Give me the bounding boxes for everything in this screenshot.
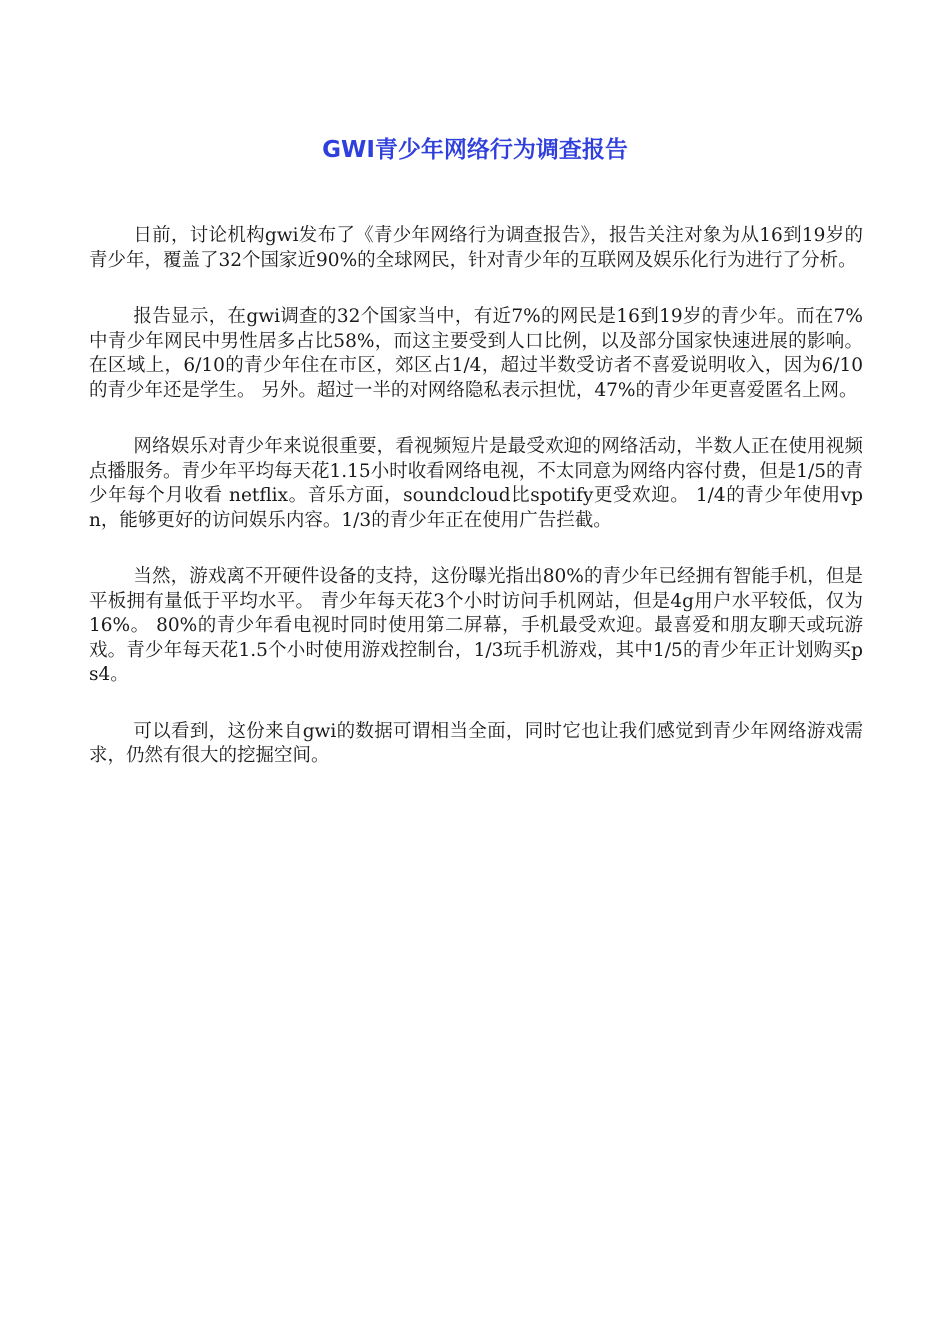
paragraph-conclusion: 可以看到，这份来自gwi的数据可谓相当全面，同时它也让我们感觉到青少年网络游戏需求，仍然有很大的挖掘空间。 — [89, 720, 863, 766]
paragraph-entertainment: 网络娱乐对青少年来说很重要，看视频短片是最受欢迎的网络活动，半数人正在使用视频点播服务。青少年平均每天花1.15小时收看网络电视，不太同意为网络内容付费，但是1/5的青少年每个月收看 netflix。音乐方面，soundcloud比spotify更受欢迎。 1/4的青少年使用vpn，能够更好的访问娱乐内容。1/3的青少年正在使用广告拦截。 — [89, 436, 863, 531]
paragraph-devices: 当然，游戏离不开硬件设备的支持，这份曝光指出80%的青少年已经拥有智能手机，但是平板拥有量低于平均水平。 青少年每天花3个小时访问手机网站，但是4g用户水平较低，仅为16%。 80%的青少年看电视时同时使用第二屏幕，手机最受欢迎。最喜爱和朋友聊天或玩游戏。青少年每天花1.5个小时使用游戏控制台，1/3玩手机游戏，其中1/5的青少年正计划购买ps4。 — [89, 566, 863, 685]
document-title: GWI青少年网络行为调查报告 — [322, 137, 628, 163]
document-body — [89, 224, 863, 801]
paragraph-intro: 日前，讨论机构gwi发布了《青少年网络行为调查报告》，报告关注对象为从16到19岁的青少年，覆盖了32个国家近90%的全球网民，针对青少年的互联网及娱乐化行为进行了分析。 — [89, 225, 863, 271]
paragraph-demographics: 报告显示，在gwi调查的32个国家当中，有近7%的网民是16到19岁的青少年。而在7%中青少年网民中男性居多占比58%，而这主要受到人口比例，以及部分国家快速进展的影响。在区域上，6/10的青少年住在市区，郊区占1/4，超过半数受访者不喜爱说明收入，因为6/10的青少年还是学生。 另外。超过一半的对网络隐私表示担忧，47%的青少年更喜爱匿名上网。 — [89, 306, 863, 401]
